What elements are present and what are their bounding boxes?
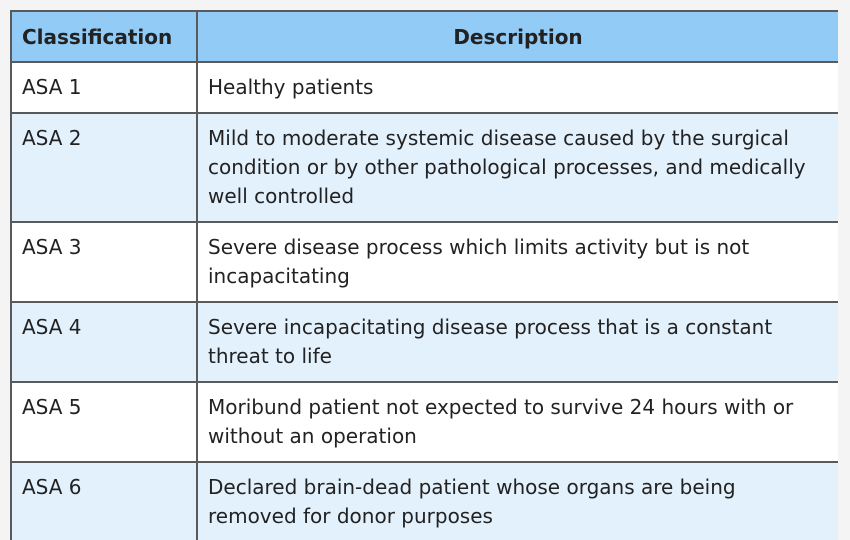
classification-cell: ASA 1: [11, 62, 197, 113]
classification-cell: ASA 5: [11, 382, 197, 462]
table-row: [11, 62, 838, 113]
asa-classification-table: [10, 10, 838, 540]
classification-cell: ASA 6: [11, 462, 197, 540]
description-cell: Moribund patient not expected to survive 24 hours with or without an operation: [197, 382, 838, 462]
table-row: [11, 222, 838, 302]
description-cell: Mild to moderate systemic disease caused by the surgical condition or by other pathological processes, and medically well controlled: [197, 113, 838, 222]
table-header-row: [11, 11, 838, 62]
description-cell: Severe incapacitating disease process that is a constant threat to life: [197, 302, 838, 382]
description-cell: Declared brain-dead patient whose organs are being removed for donor purposes: [197, 462, 838, 540]
table-row: [11, 462, 838, 540]
table-row: [11, 302, 838, 382]
column-header-description: Description: [197, 11, 838, 62]
table-row: [11, 382, 838, 462]
table-container: [10, 10, 838, 540]
table-row: [11, 113, 838, 222]
description-cell: Healthy patients: [197, 62, 838, 113]
description-cell: Severe disease process which limits activity but is not incapacitating: [197, 222, 838, 302]
classification-cell: ASA 4: [11, 302, 197, 382]
classification-cell: ASA 3: [11, 222, 197, 302]
column-header-classification: Classification: [11, 11, 197, 62]
classification-cell: ASA 2: [11, 113, 197, 222]
